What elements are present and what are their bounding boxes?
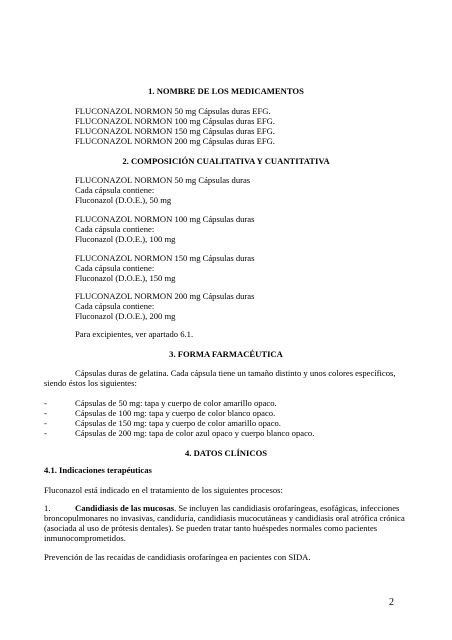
capsule-item: Cápsulas de 150 mg: tapa y cuerpo de color amarillo opaco. [75,418,281,428]
composition-group-200mg [75,291,254,321]
composition-amount: Fluconazol (D.O.E.), 50 mg [75,195,172,205]
list-bullet: - [44,418,47,428]
composition-group-100mg [75,214,254,244]
indications-intro: Fluconazol está indicado en el tratamiento de los siguientes procesos: [44,485,283,495]
section-3-intro-line-1: Cápsulas duras de gelatina. Cada cápsula tiene un tamaño distinto y unos colores específicos, [75,368,396,378]
composition-group-50mg [75,175,250,205]
indication-1-text: . Se incluyen las candidiasis orofaríngeas, esofágicas, infecciones [174,503,400,513]
composition-product: FLUCONAZOL NORMON 50 mg Cápsulas duras [75,175,251,185]
product-name-line: FLUCONAZOL NORMON 150 mg Cápsulas duras EFG. [75,126,275,136]
indication-1-title: Candidiasis de las mucosas [75,503,175,513]
composition-product: FLUCONAZOL NORMON 100 mg Cápsulas duras [75,214,255,224]
list-bullet: - [44,398,47,408]
section-3-heading: 3. FORMA FARMACÉUTICA [169,349,283,359]
composition-contains: Cada cápsula contiene: [75,301,155,311]
section-2-heading: 2. COMPOSICIÓN CUALITATIVA Y CUANTITATIVA [122,156,330,166]
capsule-item: Cápsulas de 200 mg: tapa de color azul opaco y cuerpo blanco opaco. [75,428,315,438]
capsule-item: Cápsulas de 100 mg: tapa y cuerpo de color blanco opaco. [75,408,276,418]
composition-amount: Fluconazol (D.O.E.), 200 mg [75,311,176,321]
composition-contains: Cada cápsula contiene: [75,263,155,273]
excipients-note: Para excipientes, ver apartado 6.1. [75,329,194,339]
capsule-item: Cápsulas de 50 mg: tapa y cuerpo de color amarillo opaco. [75,398,277,408]
indication-1-first-line [75,503,399,513]
composition-amount: Fluconazol (D.O.E.), 150 mg [75,273,176,283]
composition-product: FLUCONAZOL NORMON 150 mg Cápsulas duras [75,253,255,263]
composition-contains: Cada cápsula contiene: [75,224,155,234]
page-number: 2 [389,597,394,608]
prevention-paragraph: Prevención de las recaídas de candidiasis orofaríngea en pacientes con SIDA. [44,552,311,562]
composition-group-150mg [75,253,254,283]
section-1-heading: 1. NOMBRE DE LOS MEDICAMENTOS [148,86,304,96]
indication-1-line: (asociada al uso de prótesis dentales). Se pueden tratar tanto huéspedes normales como pacientes [44,523,378,533]
composition-contains: Cada cápsula contiene: [75,185,155,195]
subsection-4-1-heading: 4.1. Indicaciones terapéuticas [44,465,152,475]
list-bullet: - [44,408,47,418]
product-name-line: FLUCONAZOL NORMON 200 mg Cápsulas duras EFG. [75,136,275,146]
indication-1-line: broncopulmonares no invasivas, candiduria, candidiasis mucocutáneas y candidiasis oral atrófica crónica [44,513,405,523]
list-bullet: - [44,428,47,438]
composition-product: FLUCONAZOL NORMON 200 mg Cápsulas duras [75,291,255,301]
composition-amount: Fluconazol (D.O.E.), 100 mg [75,234,176,244]
section-1-list [75,106,275,146]
indication-1-body [44,513,405,543]
section-4-heading: 4. DATOS CLÍNICOS [184,448,268,458]
product-name-line: FLUCONAZOL NORMON 50 mg Cápsulas duras EFG. [75,106,271,116]
indication-1-number: 1. [44,503,51,513]
section-3-intro-line-2: siendo éstos los siguientes: [44,378,137,388]
indication-1-line: inmunocomprometidos. [44,533,126,543]
product-name-line: FLUCONAZOL NORMON 100 mg Cápsulas duras EFG. [75,116,275,126]
